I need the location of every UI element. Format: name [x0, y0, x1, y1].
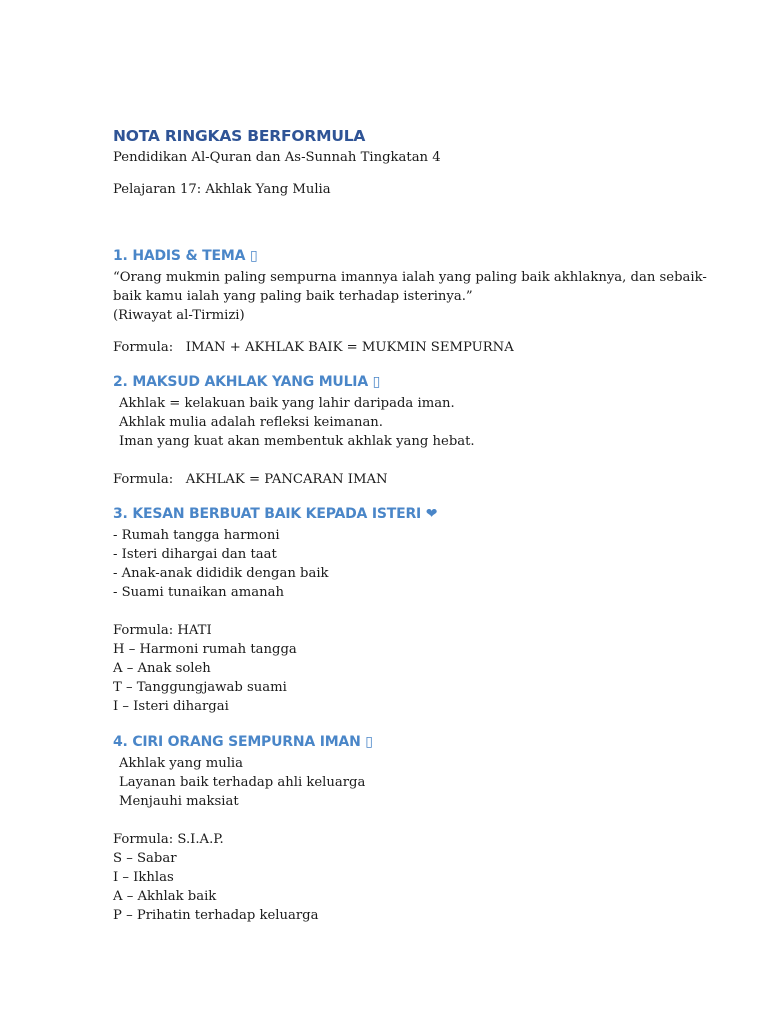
section-3-formula-line: H – Harmoni rumah tangga: [113, 642, 297, 657]
document-title: NOTA RINGKAS BERFORMULA: [113, 127, 366, 145]
section-3-formula-line: T – Tanggungjawab suami: [113, 680, 287, 695]
section-2-line: Akhlak = kelakuan baik yang lahir daripada iman.: [119, 396, 455, 411]
placeholder-glyph-icon: ▯: [372, 374, 381, 390]
lesson-line: Pelajaran 17: Akhlak Yang Mulia: [113, 182, 331, 197]
section-3-formula: Formula: HATI: [113, 623, 212, 638]
section-4-formula: Formula: S.I.A.P.: [113, 832, 224, 847]
section-4-formula-line: P – Prihatin terhadap keluarga: [113, 908, 319, 923]
heart-icon: ❤: [425, 506, 438, 522]
section-2-line: Iman yang kuat akan membentuk akhlak yang hebat.: [119, 434, 475, 449]
section-1-formula: Formula: IMAN + AKHLAK BAIK = MUKMIN SEMPURNA: [113, 340, 514, 355]
section-4-formula-line: A – Akhlak baik: [113, 889, 217, 904]
section-4-line: Menjauhi maksiat: [119, 794, 239, 809]
section-3-list-item: - Rumah tangga harmoni: [113, 528, 280, 543]
placeholder-glyph-icon: ▯: [249, 248, 258, 264]
section-4-formula-line: S – Sabar: [113, 851, 177, 866]
section-3-formula-line: A – Anak soleh: [113, 661, 211, 676]
section-4-heading: [113, 732, 373, 752]
hadith-line-2: baik kamu ialah yang paling baik terhadap isterinya.”: [113, 289, 473, 304]
section-4-formula-line: I – Ikhlas: [113, 870, 174, 885]
placeholder-glyph-icon: ▯: [365, 734, 373, 750]
section-3-heading-text: 3. KESAN BERBUAT BAIK KEPADA ISTERI: [113, 506, 422, 522]
section-2-formula: Formula: AKHLAK = PANCARAN IMAN: [113, 472, 388, 487]
section-3-heading: [113, 504, 437, 524]
section-3-list-item: - Suami tunaikan amanah: [113, 585, 284, 600]
section-1-heading: [113, 246, 257, 266]
subject-line: Pendidikan Al-Quran dan As-Sunnah Tingkatan 4: [113, 150, 441, 165]
section-4-line: Akhlak yang mulia: [119, 756, 244, 771]
section-3-list-item: - Isteri dihargai dan taat: [113, 547, 277, 562]
section-2-line: Akhlak mulia adalah refleksi keimanan.: [119, 415, 383, 430]
section-2-heading-text: 2. MAKSUD AKHLAK YANG MULIA: [113, 374, 368, 390]
hadith-source: (Riwayat al-Tirmizi): [113, 308, 245, 323]
hadith-line-1: “Orang mukmin paling sempurna imannya ialah yang paling baik akhlaknya, dan sebaik-: [113, 270, 707, 285]
section-2-heading: [113, 372, 380, 392]
section-4-line: Layanan baik terhadap ahli keluarga: [119, 775, 366, 790]
section-1-heading-text: 1. HADIS & TEMA: [113, 248, 246, 264]
section-4-heading-text: 4. CIRI ORANG SEMPURNA IMAN: [113, 734, 361, 750]
section-3-formula-line: I – Isteri dihargai: [113, 699, 229, 714]
section-3-list-item: - Anak-anak dididik dengan baik: [113, 566, 329, 581]
